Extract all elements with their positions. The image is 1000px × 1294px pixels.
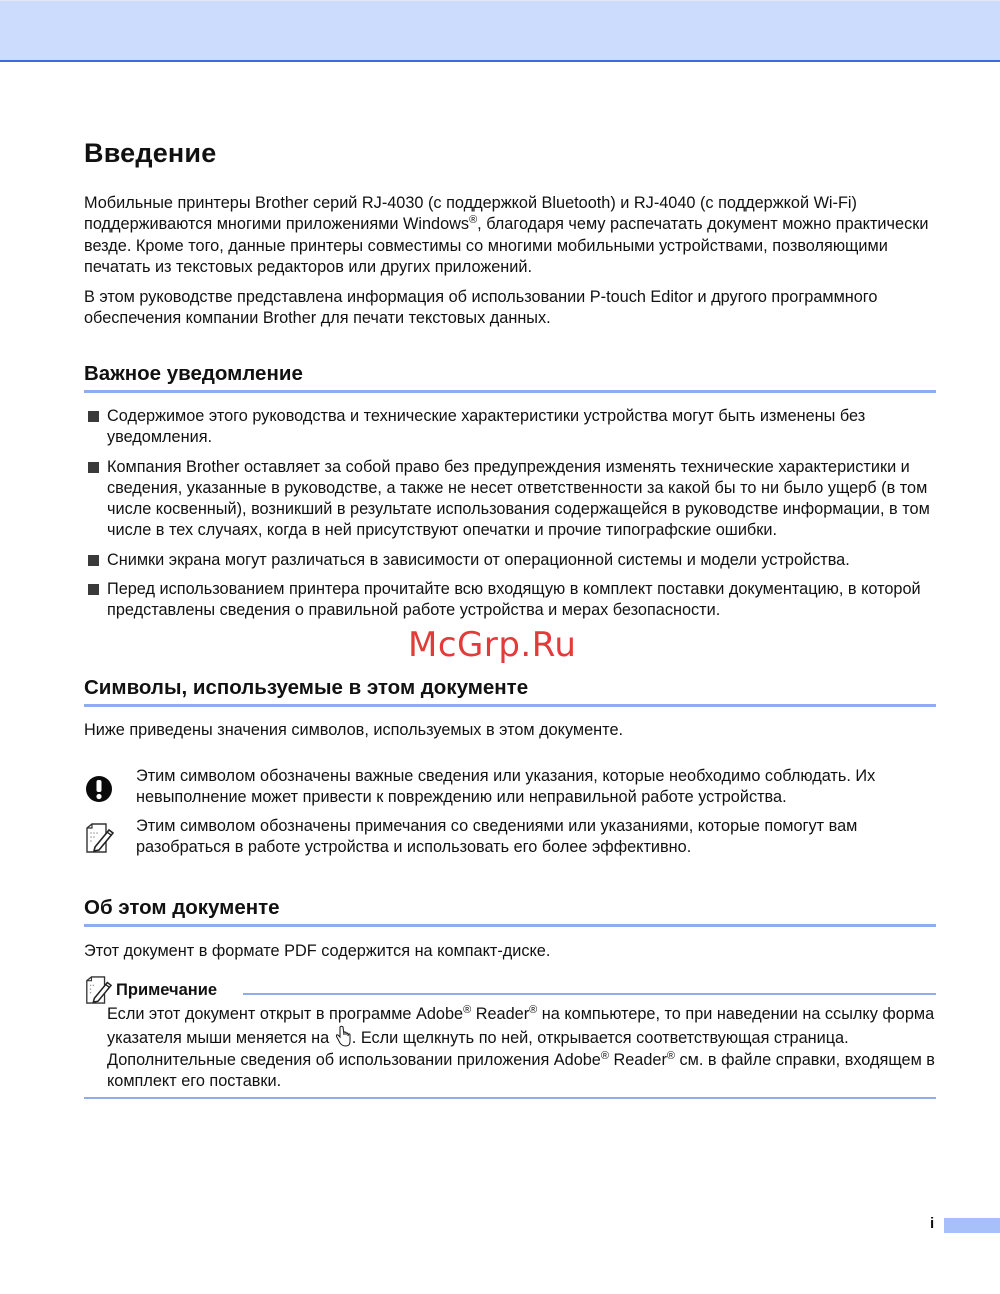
list-item-text: Компания Brother оставляет за собой право без предупреждения изменять технические характеристики и сведения, указанные в руководстве, а также не несет ответственности за какой бы то ни было ущерб (в том числе косвенный), возникший в результате использования содержащейся в руководстве информации, в том числе в тех случаях, когда в ней присутствуют опечатки и прочие типографские ошибки. bbox=[107, 457, 930, 540]
watermark: McGrp.Ru bbox=[408, 625, 577, 665]
list-item-text: Снимки экрана могут различаться в зависимости от операционной системы и модели устройства. bbox=[107, 550, 850, 569]
registered-mark: ® bbox=[666, 1049, 676, 1062]
note-body bbox=[107, 1004, 937, 1092]
square-bullet-icon bbox=[88, 462, 99, 473]
note-rule bbox=[243, 993, 936, 995]
section-rule bbox=[84, 704, 936, 707]
list-item-text: Перед использованием принтера прочитайте всю входящую в комплект поставки документацию, в которой представлены сведения о правильной работе устройства и мерах безопасности. bbox=[107, 580, 921, 620]
intro-paragraph-1 bbox=[84, 193, 944, 278]
square-bullet-icon bbox=[88, 555, 99, 566]
list-item bbox=[84, 457, 944, 542]
registered-mark: ® bbox=[529, 1004, 538, 1016]
important-notice-list bbox=[84, 406, 944, 630]
list-item bbox=[84, 550, 944, 571]
intro-text: , благодаря чему распечатать документ можно практически везде. Кроме того, данные принтеры совместимы со многими мобильными устройствами, позволяющими печатать из текстовых редакторов или других приложений. bbox=[84, 215, 929, 276]
about-text: Этот документ в формате PDF содержится на компакт-диске. bbox=[84, 942, 551, 960]
list-item bbox=[84, 406, 944, 449]
page-number: i bbox=[930, 1215, 935, 1232]
symbol-description: Этим символом обозначены важные сведения или указания, которые необходимо соблюдать. Их невыполнение может привести к повреждению или неправильной работе устройства. bbox=[136, 767, 876, 807]
note-text: на компьютере, то при наведении на ссылку форма указателя мыши меняется на bbox=[107, 1005, 935, 1048]
section-rule bbox=[84, 924, 936, 927]
intro-paragraph-2: В этом руководстве представлена информация об использовании P-touch Editor и другого программного обеспечения компании Brother для печати текстовых данных. bbox=[84, 288, 878, 328]
page-tab-marker bbox=[944, 1218, 1000, 1233]
section-rule bbox=[84, 390, 936, 393]
registered-mark: ® bbox=[469, 214, 478, 227]
important-icon bbox=[84, 774, 114, 804]
registered-mark: ® bbox=[600, 1049, 609, 1062]
note-text: см. в файле справки, входящем в комплект его поставки. bbox=[107, 1050, 935, 1090]
section-heading-symbols: Символы, используемые в этом документе bbox=[84, 676, 529, 699]
square-bullet-icon bbox=[88, 411, 99, 422]
note-icon bbox=[84, 975, 114, 1005]
section-heading-important-notice: Важное уведомление bbox=[84, 362, 303, 385]
page-header-rule bbox=[0, 60, 1000, 62]
registered-mark: ® bbox=[463, 1004, 472, 1016]
note-icon bbox=[84, 822, 114, 852]
note-text: Если этот документ открыт в программе Adobe bbox=[107, 1005, 464, 1023]
note-end-rule bbox=[84, 1097, 936, 1099]
note-header bbox=[84, 975, 936, 1003]
section-heading-about: Об этом документе bbox=[84, 896, 280, 919]
page-title: Введение bbox=[84, 138, 217, 168]
note-text: Reader bbox=[608, 1050, 667, 1069]
hand-pointer-icon bbox=[334, 1025, 352, 1045]
intro-text: Мобильные принтеры Brother серий RJ-4030 (с поддержкой Bluetooth) и RJ-4040 (с поддержкой Wi-Fi) поддерживаются многими приложениями Windows bbox=[84, 194, 857, 234]
note-text: . Если щелкнуть по ней, открывается соответствующая страница. Дополнительные сведения об использовании приложения Adobe bbox=[107, 1029, 849, 1069]
note-title: Примечание bbox=[116, 981, 218, 999]
list-item bbox=[84, 579, 944, 622]
symbols-intro: Ниже приведены значения символов, используемых в этом документе. bbox=[84, 721, 624, 739]
square-bullet-icon bbox=[88, 584, 99, 595]
page-header-band bbox=[0, 0, 1000, 60]
list-item-text: Содержимое этого руководства и технические характеристики устройства могут быть изменены без уведомления. bbox=[107, 407, 866, 447]
note-text: Reader bbox=[471, 1005, 530, 1023]
symbol-description: Этим символом обозначены примечания со сведениями или указаниями, которые помогут вам разобраться в работе устройства и использовать его более эффективно. bbox=[136, 817, 858, 857]
